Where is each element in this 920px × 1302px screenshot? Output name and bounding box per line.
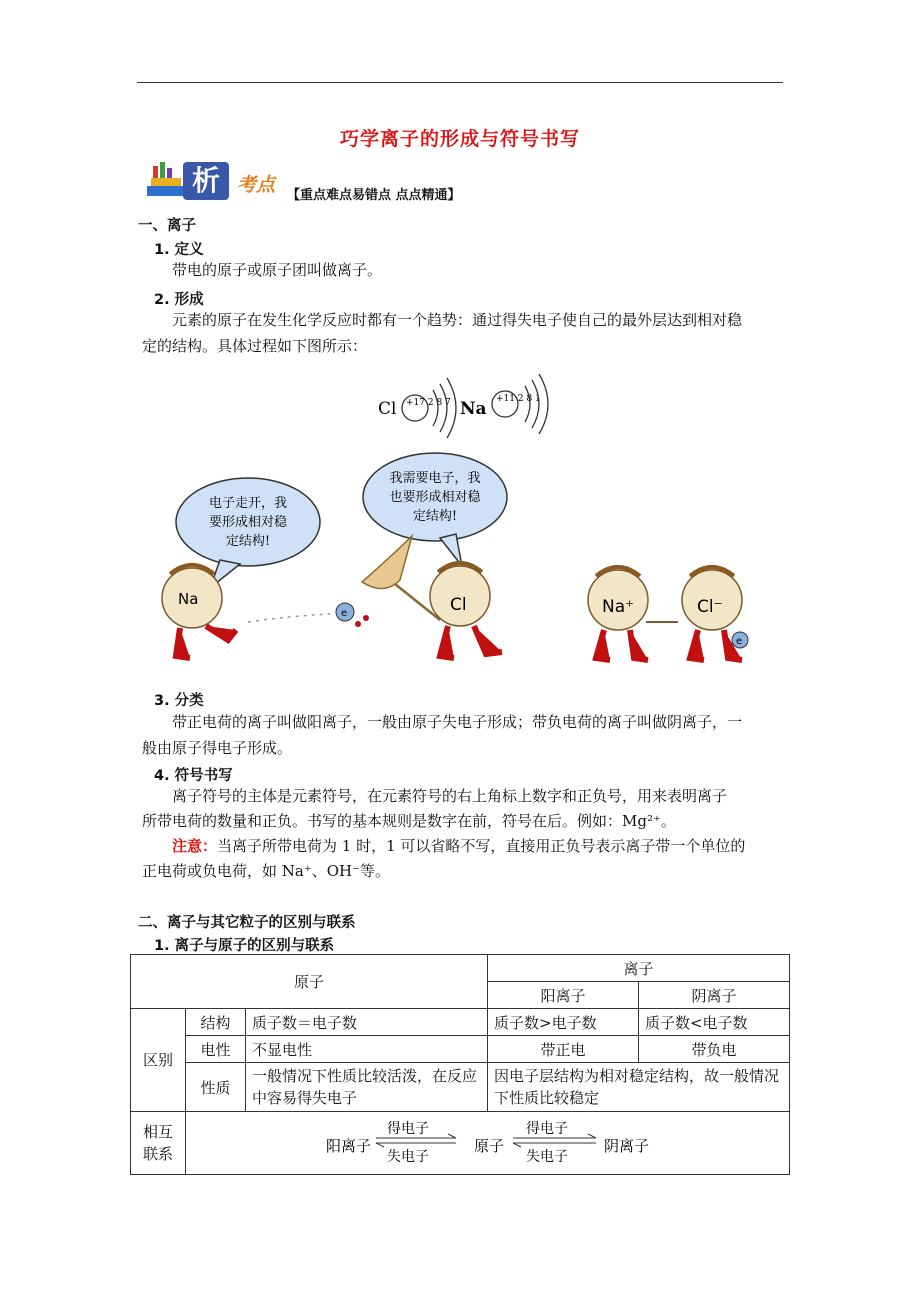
row-atom: 不显电性 — [246, 1036, 488, 1063]
bubble-cl-line-2: 也要形成相对稳 — [389, 490, 481, 505]
def-heading: 1. 定义 — [154, 242, 204, 258]
char-cl-ion-label: Cl⁻ — [697, 597, 723, 617]
row-atom: 质子数＝电子数 — [246, 1009, 488, 1036]
bubble-cl-line-1: 我需要电子，我 — [389, 471, 481, 486]
page-title: 巧学离子的形成与符号书写 — [339, 128, 580, 150]
form-heading: 2. 形成 — [154, 292, 204, 308]
bubble-na-line-3: 定结构! — [225, 534, 271, 549]
electron-held-label: e — [736, 636, 743, 647]
character-cl-ion — [682, 567, 748, 660]
char-na-ion-label: Na⁺ — [602, 597, 635, 617]
table-row — [131, 1112, 790, 1175]
note-line-1 — [172, 833, 745, 859]
section1-heading: 一、离子 — [138, 218, 196, 234]
character-na — [162, 565, 236, 658]
character-na-ion — [588, 567, 648, 660]
row-attr: 性质 — [186, 1063, 246, 1112]
character-cl — [430, 563, 502, 658]
kaodian-banner — [145, 158, 565, 206]
relation-cation: 阳离子 — [326, 1137, 372, 1155]
row-anion: 带负电 — [638, 1036, 789, 1063]
cl-symbol: Cl — [378, 399, 397, 419]
form-text-1: 元素的原子在发生化学反应时都有一个趋势：通过得失电子使自己的最外层达到相对稳 — [172, 311, 743, 329]
section2-sub-heading: 1. 离子与原子的区别与联系 — [154, 938, 335, 954]
relation-gain-1: 得电子 — [387, 1121, 430, 1137]
books-icon — [145, 160, 187, 200]
row-atom: 一般情况下性质比较活泼，在反应中容易得失电子 — [246, 1063, 488, 1112]
table-row — [131, 1009, 790, 1036]
electron-na — [336, 603, 369, 627]
relation-cell — [186, 1112, 790, 1175]
symbol-text-2: 所带电荷的数量和正负。书写的基本规则是数字在前，符号在后。例如：Mg²⁺。 — [142, 812, 676, 830]
char-cl-label: Cl — [450, 595, 467, 615]
header-rule — [137, 82, 783, 83]
class-text-2: 般由原子得电子形成。 — [142, 739, 293, 757]
bubble-na-line-1: 电子走开，我 — [208, 496, 288, 511]
bubble-na-line-2: 要形成相对稳 — [208, 515, 288, 530]
note-text-1: 当离子所带电荷为 1 时，1 可以省略不写，直接用正负号表示离子带一个单位的 — [217, 837, 746, 855]
char-na-label: Na — [178, 590, 199, 608]
relation-label: 相互联系 — [131, 1112, 186, 1175]
xi-badge: 析 — [183, 162, 229, 200]
motion-trail — [248, 614, 330, 622]
header-ion: 离子 — [488, 955, 790, 982]
speech-bubble-cl — [363, 453, 507, 566]
bubble-cl-line-3: 定结构! — [412, 509, 458, 524]
header-anion: 阴离子 — [638, 982, 789, 1009]
row-anion: 质子数<电子数 — [638, 1009, 789, 1036]
row-attr: 电性 — [186, 1036, 246, 1063]
row-cation: 质子数>电子数 — [488, 1009, 639, 1036]
note-text-2: 正电荷或负电荷，如 Na⁺、OH⁻等。 — [142, 862, 391, 880]
form-text-2: 定的结构。具体过程如下图所示： — [142, 337, 368, 355]
header-atom: 原子 — [131, 955, 488, 1009]
symbol-heading: 4. 符号书写 — [154, 768, 233, 784]
class-heading: 3. 分类 — [154, 693, 204, 709]
relation-diagram — [186, 1112, 788, 1170]
row-cation: 带正电 — [488, 1036, 639, 1063]
table-row — [131, 1063, 790, 1112]
diff-label: 区别 — [131, 1009, 186, 1112]
relation-atom: 原子 — [474, 1137, 505, 1155]
electron-label: e — [341, 608, 348, 619]
section2-heading: 二、离子与其它粒子的区别与联系 — [138, 915, 356, 931]
na-shell: +11 2 8 1 — [496, 394, 541, 404]
row-attr: 结构 — [186, 1009, 246, 1036]
class-text-1: 带正电荷的离子叫做阳离子，一般由原子失电子形成；带负电荷的离子叫做阴离子，一 — [172, 713, 743, 731]
banner-subtitle: 【重点难点易错点 点点精通】 — [287, 188, 461, 203]
na-symbol: Na — [460, 399, 487, 419]
def-text: 带电的原子或原子团叫做离子。 — [172, 261, 383, 279]
comparison-table — [130, 954, 790, 1175]
relation-lose-2: 失电子 — [526, 1149, 569, 1165]
relation-gain-2: 得电子 — [526, 1121, 569, 1137]
ion-formation-figure — [140, 360, 790, 680]
cl-shell: +17 2 8 7 — [406, 398, 451, 408]
table-row — [131, 1036, 790, 1063]
butterfly-net — [362, 536, 440, 620]
relation-anion: 阴离子 — [604, 1137, 650, 1155]
header-cation: 阳离子 — [488, 982, 639, 1009]
kaodian-label: 考点 — [237, 174, 276, 196]
note-label: 注意： — [172, 837, 218, 855]
atom-diagrams — [378, 374, 548, 438]
symbol-text-1: 离子符号的主体是元素符号，在元素符号的右上角标上数字和正负号，用来表明离子 — [172, 787, 728, 805]
row-ion: 因电子层结构为相对稳定结构，故一般情况下性质比较稳定 — [488, 1063, 790, 1112]
relation-lose-1: 失电子 — [387, 1149, 430, 1165]
